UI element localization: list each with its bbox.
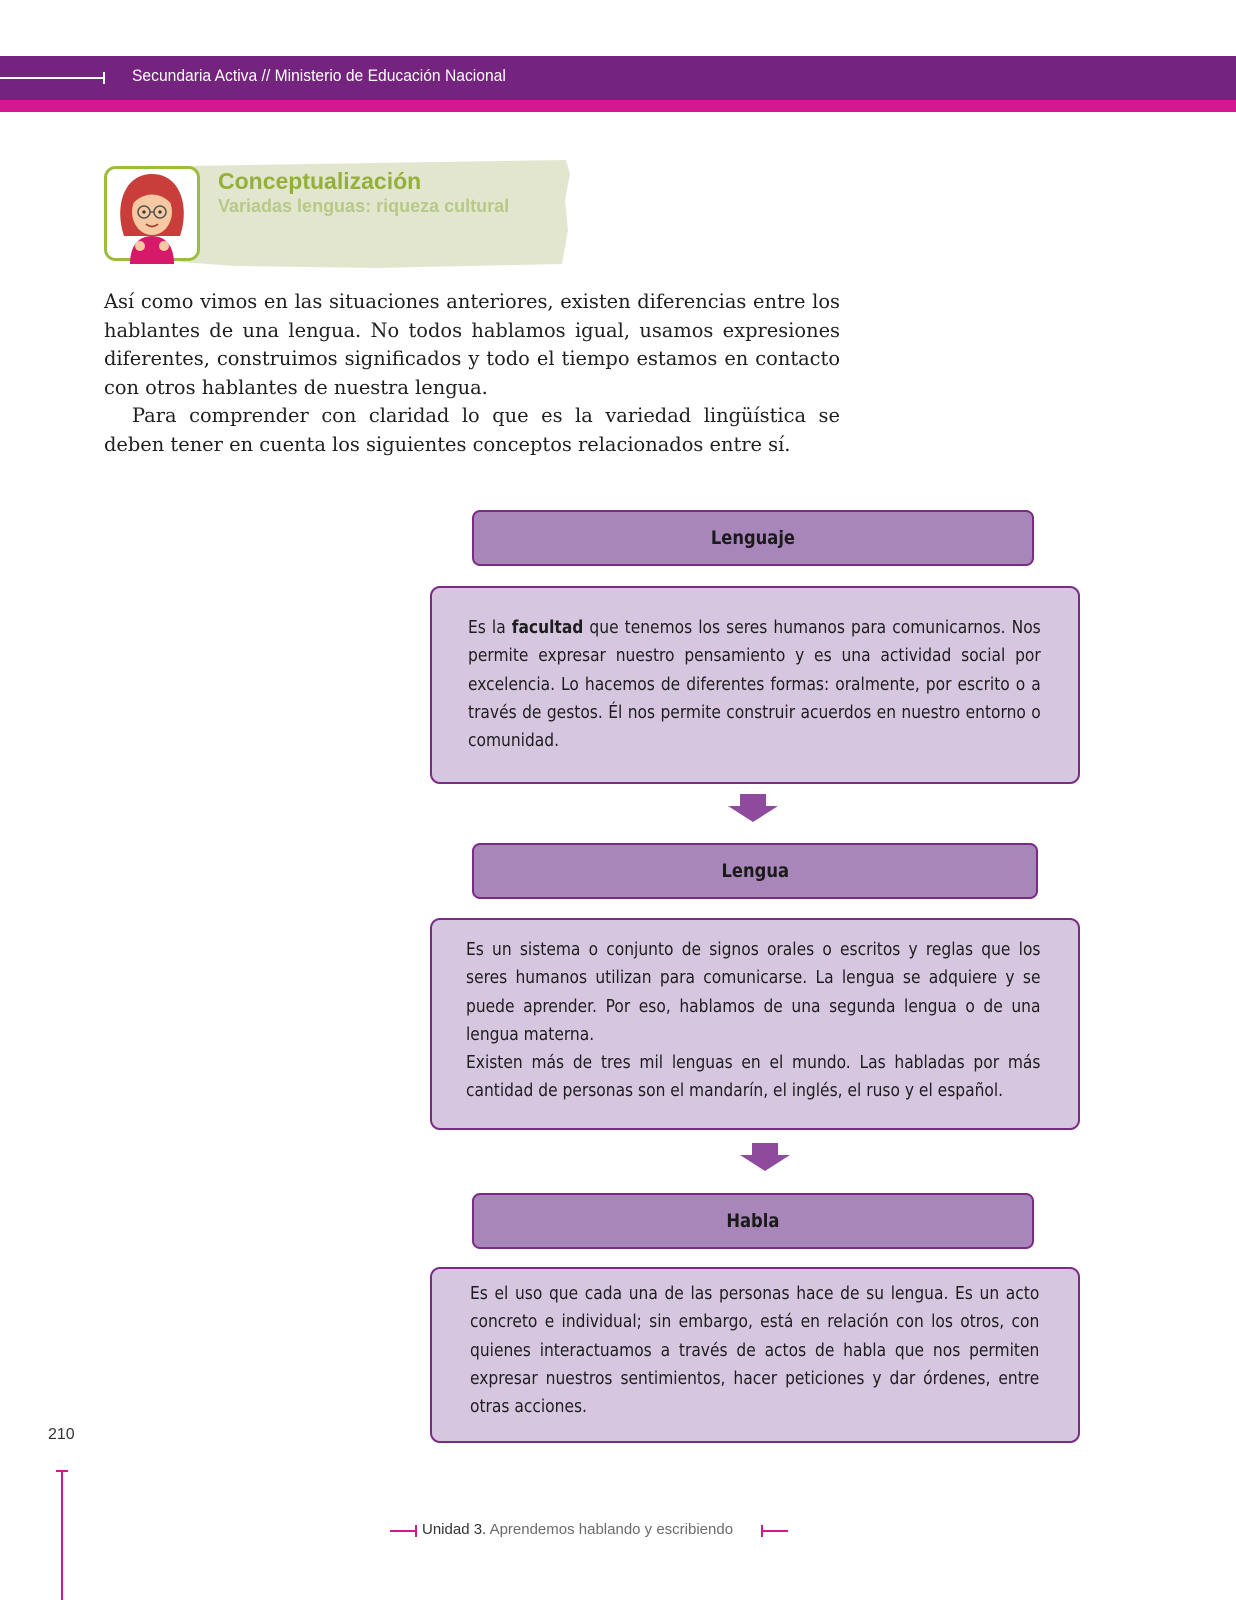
heading-habla-label: Habla	[726, 1210, 780, 1232]
heading-lengua	[472, 843, 1038, 899]
page-number: 210	[48, 1426, 75, 1443]
down-arrow-icon	[740, 1143, 790, 1171]
footer-left-tick	[415, 1525, 417, 1537]
section-subtitle: Variadas lenguas: riqueza cultural	[218, 196, 510, 216]
footer-right-rule	[762, 1530, 788, 1532]
definition-lenguaje-start: Es la	[468, 617, 512, 638]
intro-text	[104, 288, 840, 459]
intro-paragraph-2: Para comprender con claridad lo que es la variedad lingüística se deben tener en cuenta los siguientes conceptos relacionados entre sí.	[104, 404, 840, 456]
footer-unit-label: Unidad 3.	[422, 1521, 487, 1538]
footer-unit	[422, 1521, 733, 1538]
heading-habla	[472, 1193, 1034, 1249]
footer-unit-title: Aprendemos hablando y escribiendo	[489, 1521, 734, 1538]
header-rule	[0, 77, 104, 79]
definition-lengua-part-2: Existen más de tres mil lenguas en el mundo. Las habladas por más cantidad de personas son el mandarín, el inglés, el ruso y el español.	[466, 1052, 1041, 1102]
heading-lenguaje	[472, 510, 1034, 566]
definition-lenguaje-keyword: facultad	[511, 617, 584, 638]
header-title: Secundaria Activa // Ministerio de Educación Nacional	[132, 66, 506, 85]
definition-lenguaje-rest: que tenemos los seres humanos para comunicarnos. Nos permite expresar nuestro pensamiento y es una actividad social por excelencia. Lo hacemos de diferentes formas: oralmente, por escrito o a través de gestos. Él nos permite construir acuerdos en nuestro entorno o comunidad.	[468, 617, 1041, 752]
definition-lengua-part-1: Es un sistema o conjunto de signos orales o escritos y reglas que los seres humanos utilizan para comunicarse. La lengua se adquiere y se puede aprender. Por eso, hablamos de una segunda lengua o de una lengua materna.	[466, 939, 1041, 1045]
section-title: Conceptualización	[218, 168, 422, 194]
definition-habla: Es el uso que cada una de las personas hace de su lengua. Es un acto concreto e individual; sin embargo, está en relación con los otros, con quienes interactuamos a través de actos de habla que nos permiten expresar nuestros sentimientos, hacer peticiones y dar órdenes, entre otras acciones.	[470, 1283, 1040, 1418]
heading-lenguaje-label: Lenguaje	[710, 527, 796, 549]
down-arrow-icon	[728, 794, 778, 822]
footer-left-rule	[390, 1530, 416, 1532]
intro-paragraph-1: Así como vimos en las situaciones anteriores, existen diferencias entre los hablantes de una lengua. No todos hablamos igual, usamos expresiones diferentes, construimos significados y todo el tiempo estamos en contacto con otros hablantes de nuestra lengua.	[104, 290, 840, 399]
heading-lengua-label: Lengua	[721, 860, 789, 882]
header-rule-tick	[103, 72, 105, 84]
header-accent-stripe	[0, 100, 1236, 112]
definition-lengua	[466, 936, 1040, 1106]
footer-vertical-rule	[61, 1472, 63, 1600]
definition-lenguaje	[468, 614, 1041, 755]
girl-character-illustration	[104, 166, 200, 264]
